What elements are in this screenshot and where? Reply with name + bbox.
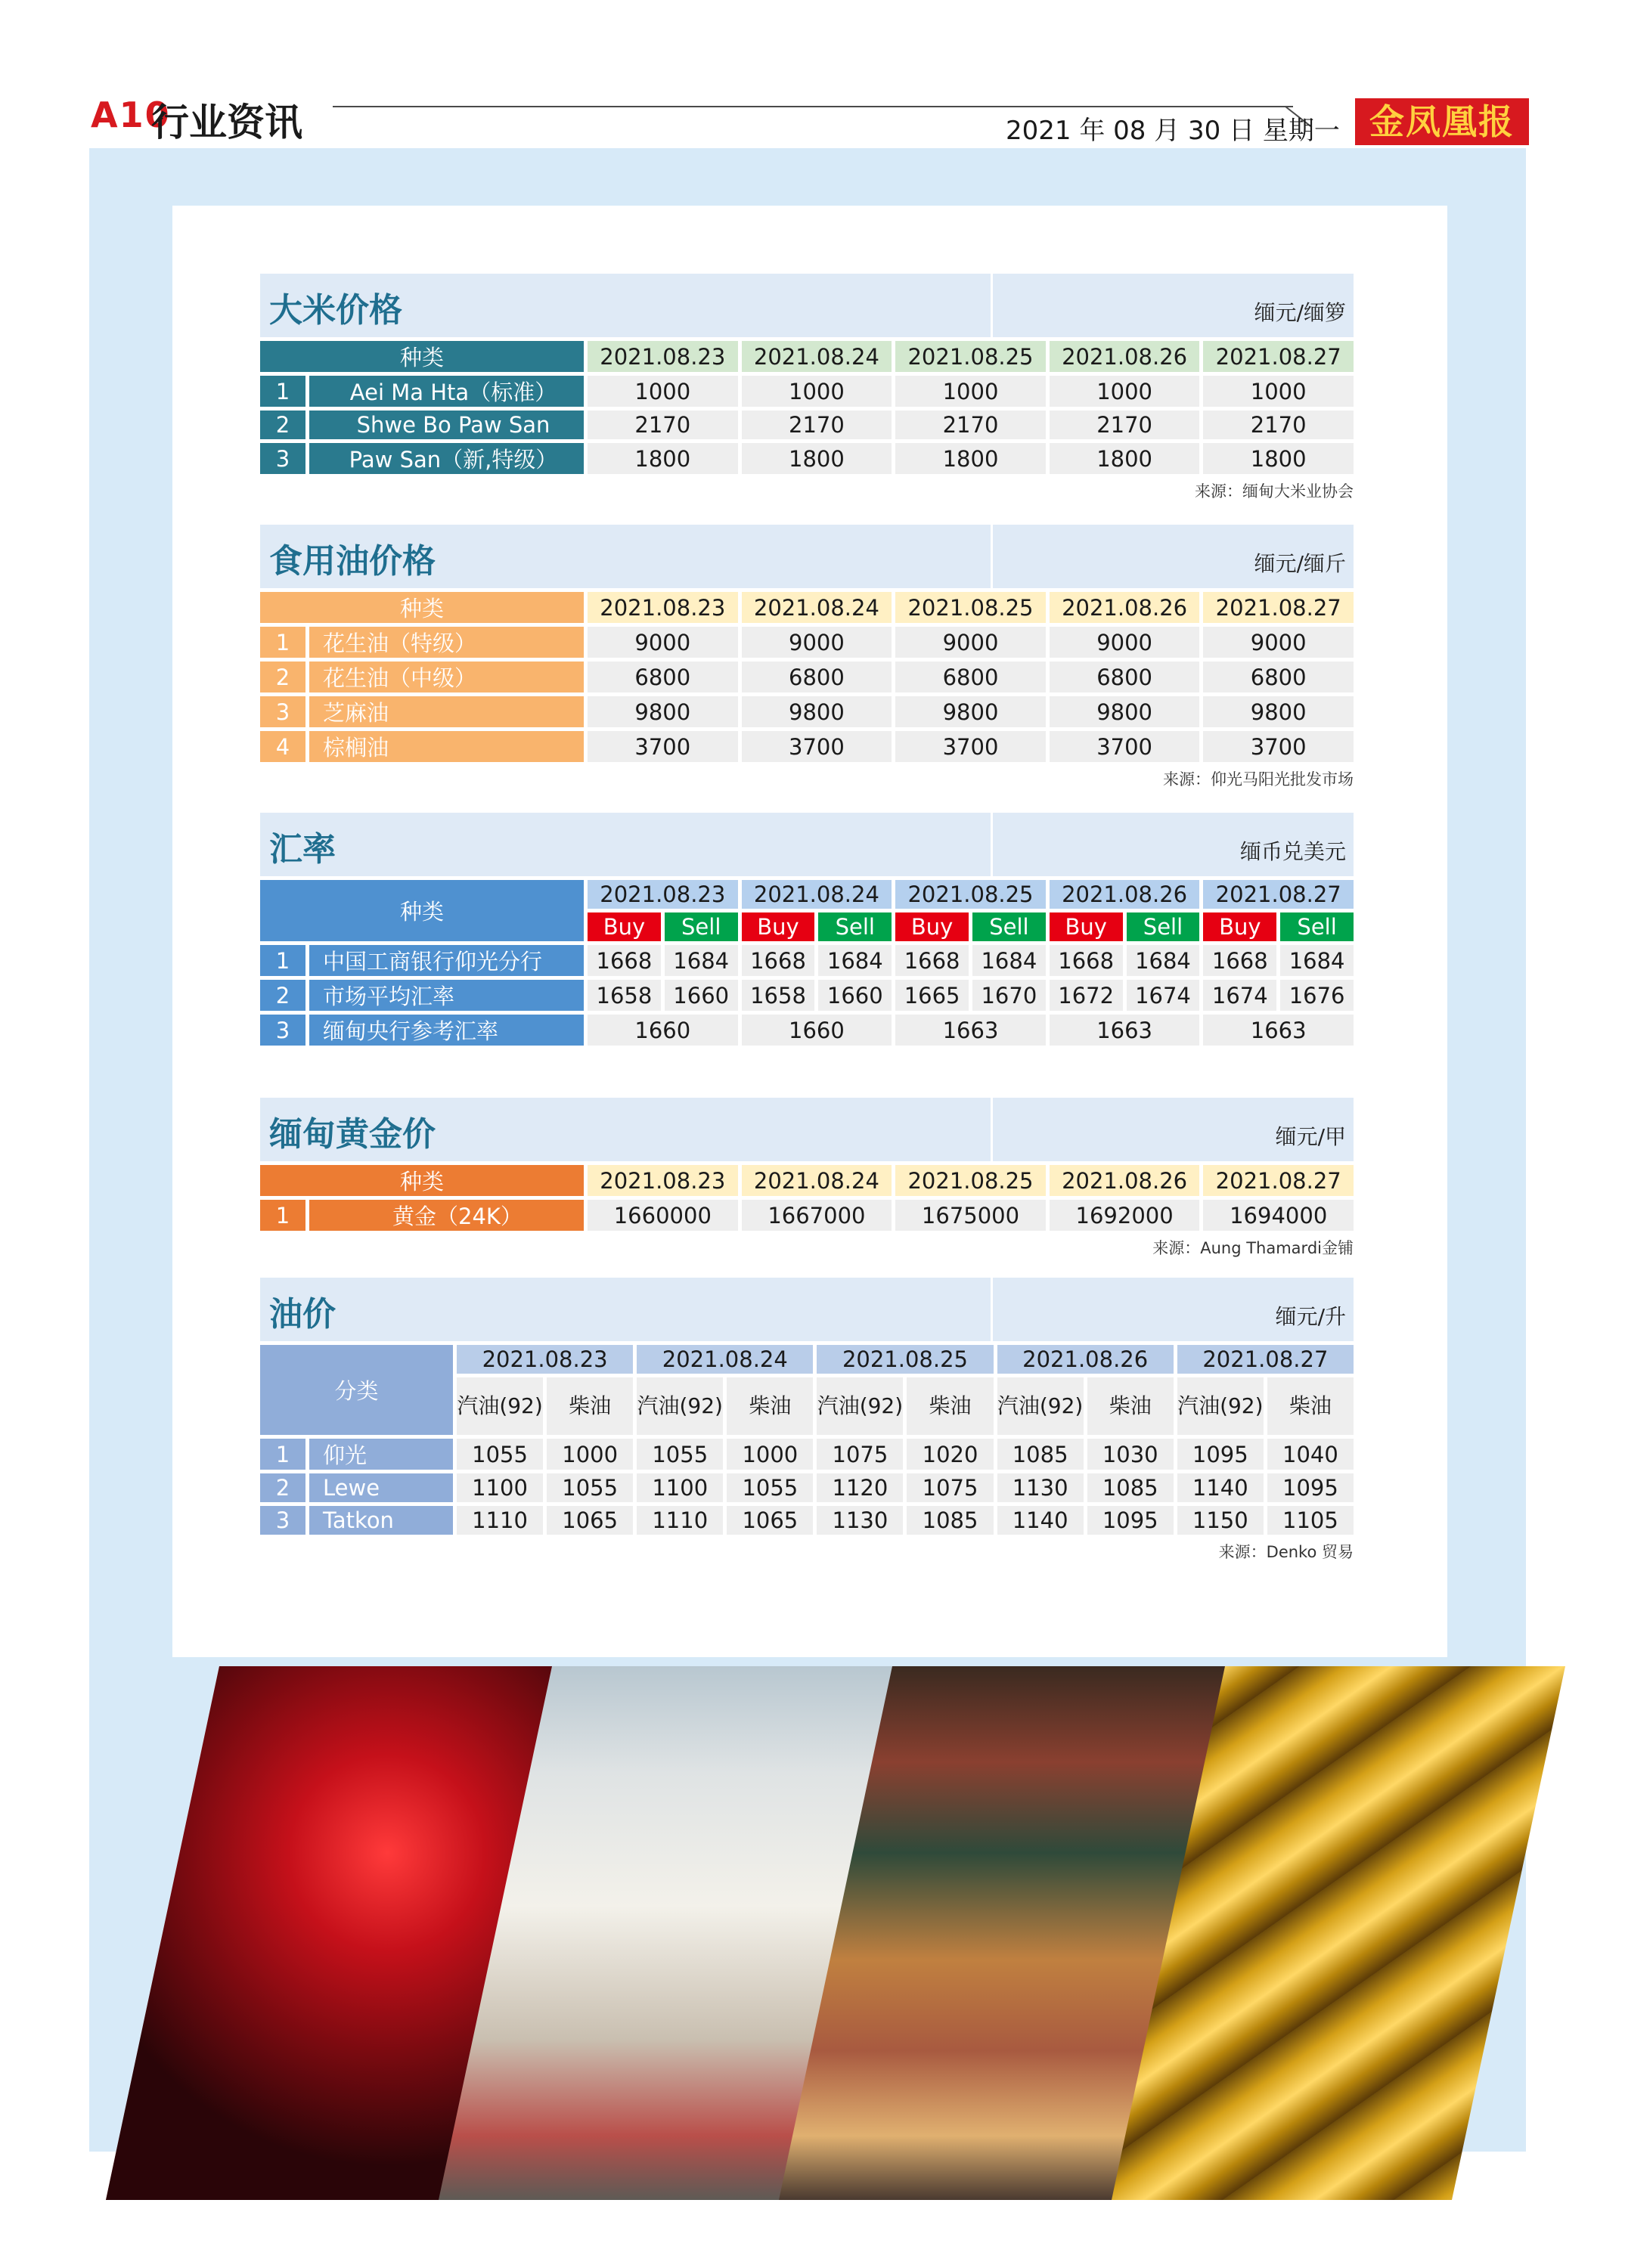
price-cell: 1055 [637,1439,723,1470]
table-row [260,1200,1354,1231]
row-number: 1 [260,627,305,658]
type-header: 种类 [260,341,584,372]
rate-cell: 1668 [895,945,969,976]
row-number: 1 [260,1200,305,1231]
table-row [260,1015,1354,1046]
gold-unit: 缅元/甲 [1275,1124,1346,1149]
rate-cell: 1684 [1127,945,1200,976]
rate-cell: 1668 [1050,945,1123,976]
buy-label: Buy [1203,912,1276,941]
gold-price-section [260,1098,1354,1257]
fx-table [256,876,1357,1049]
price-cell: 9000 [1050,627,1200,658]
rate-cell: 1660 [742,1015,892,1046]
rate-cell: 1660 [818,980,892,1011]
rate-cell: 1658 [588,980,661,1011]
rate-cell: 1674 [1127,980,1200,1011]
price-cell: 1095 [1087,1506,1174,1535]
fuel-title-bar [260,1278,1354,1341]
date-header: 2021.08.25 [895,880,1046,909]
buy-label: Buy [742,912,815,941]
date-header: 2021.08.24 [742,592,892,623]
date-header: 2021.08.26 [997,1345,1174,1374]
date-header: 2021.08.23 [588,880,738,909]
price-cell: 1100 [457,1473,543,1502]
price-cell: 1040 [1267,1439,1354,1470]
price-cell: 6800 [1203,662,1354,692]
price-cell: 6800 [1050,662,1200,692]
rate-cell: 1658 [742,980,815,1011]
price-cell: 1694000 [1203,1200,1354,1231]
oil-title-bar [260,525,1354,588]
price-cell: 2170 [895,411,1046,439]
sell-label: Sell [665,912,738,941]
price-cell: 9800 [1050,696,1200,727]
price-cell: 1000 [1050,376,1200,407]
rice-price-section [260,274,1354,500]
price-cell: 1020 [907,1439,993,1470]
price-cell: 1085 [1087,1473,1174,1502]
price-cell: 3700 [742,731,892,762]
table-row [260,731,1354,762]
price-cell: 1000 [727,1439,813,1470]
price-cell: 1692000 [1050,1200,1200,1231]
rate-cell: 1663 [895,1015,1046,1046]
gold-title: 缅甸黄金价 [269,1115,436,1154]
fx-unit: 缅币兑美元 [1239,839,1346,864]
buy-label: Buy [1050,912,1123,941]
oil-source: 来源：仰光马阳光批发市场 [1163,770,1354,789]
page-number: A10 [91,94,171,135]
row-name: 市场平均汇率 [309,980,584,1011]
gold-table [256,1161,1357,1235]
table-header-row [260,880,1354,909]
price-cell: 1075 [907,1473,993,1502]
date-header: 2021.08.26 [1050,1165,1200,1196]
rice-table [256,337,1357,478]
gasoline-label: 汽油(92) [817,1377,903,1435]
rate-cell: 1676 [1280,980,1354,1011]
price-cell: 1667000 [742,1200,892,1231]
row-number: 2 [260,411,305,439]
title-divider [991,274,993,337]
price-cell: 9000 [742,627,892,658]
rate-cell: 1668 [1203,945,1276,976]
row-number: 3 [260,443,305,474]
row-number: 3 [260,1015,305,1046]
gold-title-bar [260,1098,1354,1161]
date-header: 2021.08.24 [742,1165,892,1196]
table-row [260,376,1354,407]
buy-label: Buy [588,912,661,941]
buy-label: Buy [895,912,969,941]
row-number: 2 [260,980,305,1011]
oil-table [256,588,1357,766]
sell-label: Sell [818,912,892,941]
price-cell: 6800 [588,662,738,692]
date-header: 2021.08.26 [1050,341,1200,372]
price-cell: 1000 [547,1439,633,1470]
rice-title: 大米价格 [269,291,402,330]
table-row [260,1473,1354,1502]
price-cell: 3700 [1203,731,1354,762]
row-number: 1 [260,1439,305,1470]
price-cell: 1140 [997,1506,1084,1535]
table-header-row [260,592,1354,623]
price-cell: 1000 [742,376,892,407]
date-header: 2021.08.23 [457,1345,633,1374]
rate-cell: 1684 [818,945,892,976]
table-row [260,1506,1354,1535]
rate-cell: 1670 [972,980,1046,1011]
type-header: 种类 [260,880,584,941]
date-header: 2021.08.27 [1203,592,1354,623]
price-cell: 1065 [727,1506,813,1535]
price-cell: 1000 [895,376,1046,407]
price-cell: 2170 [742,411,892,439]
date-header: 2021.08.27 [1203,1165,1354,1196]
price-cell: 1660000 [588,1200,738,1231]
title-divider [991,1098,993,1161]
fx-title: 汇率 [269,830,336,869]
title-divider [991,525,993,588]
row-name: 花生油（中级） [309,662,584,692]
price-cell: 6800 [895,662,1046,692]
sell-label: Sell [972,912,1046,941]
price-cell: 1130 [997,1473,1084,1502]
price-cell: 1140 [1177,1473,1264,1502]
date-header: 2021.08.25 [895,341,1046,372]
price-cell: 1085 [907,1506,993,1535]
date-header: 2021.08.27 [1203,880,1354,909]
issue-date: 2021 年 08 月 30 日 星期一 [1006,116,1340,146]
price-cell: 1055 [457,1439,543,1470]
price-cell: 1800 [1050,443,1200,474]
date-header: 2021.08.26 [1050,880,1200,909]
price-cell: 1800 [1203,443,1354,474]
rate-cell: 1665 [895,980,969,1011]
diesel-label: 柴油 [547,1377,633,1435]
diesel-label: 柴油 [907,1377,993,1435]
table-row [260,411,1354,439]
row-number: 2 [260,662,305,692]
rate-cell: 1674 [1203,980,1276,1011]
date-header: 2021.08.23 [588,1165,738,1196]
date-header: 2021.08.27 [1203,341,1354,372]
gasoline-label: 汽油(92) [637,1377,723,1435]
price-cell: 1000 [588,376,738,407]
price-cell: 1030 [1087,1439,1174,1470]
date-header: 2021.08.23 [588,341,738,372]
fuel-price-section [260,1278,1354,1561]
price-cell: 1800 [588,443,738,474]
row-name: Shwe Bo Paw San [309,411,584,439]
rate-cell: 1663 [1050,1015,1200,1046]
table-row [260,945,1354,976]
row-name: 黄金（24K） [309,1200,584,1231]
rate-cell: 1684 [972,945,1046,976]
fuel-table [256,1341,1357,1538]
rate-cell: 1668 [742,945,815,976]
gasoline-label: 汽油(92) [457,1377,543,1435]
price-cell: 3700 [588,731,738,762]
fuel-title: 油价 [269,1295,336,1334]
header-rule [333,106,1293,107]
fx-title-bar [260,813,1354,876]
row-number: 1 [260,945,305,976]
row-number: 3 [260,696,305,727]
table-header-row [260,1165,1354,1196]
title-divider [991,813,993,876]
price-cell: 1065 [547,1506,633,1535]
table-row [260,627,1354,658]
price-cell: 9000 [1203,627,1354,658]
oil-unit: 缅元/缅斤 [1254,551,1346,576]
row-name: Lewe [309,1473,453,1502]
price-cell: 9800 [1203,696,1354,727]
row-name: 花生油（特级） [309,627,584,658]
price-cell: 1095 [1177,1439,1264,1470]
table-row [260,1439,1354,1470]
table-row [260,443,1354,474]
price-cell: 2170 [1203,411,1354,439]
date-header: 2021.08.24 [637,1345,813,1374]
rice-title-bar [260,274,1354,337]
price-cell: 1075 [817,1439,903,1470]
price-cell: 1055 [547,1473,633,1502]
row-number: 3 [260,1506,305,1535]
price-cell: 2170 [588,411,738,439]
table-row [260,980,1354,1011]
rate-cell: 1684 [1280,945,1354,976]
price-cell: 3700 [1050,731,1200,762]
price-cell: 1120 [817,1473,903,1502]
price-cell: 1110 [637,1506,723,1535]
rice-unit: 缅元/缅箩 [1254,300,1346,325]
price-cell: 9800 [742,696,892,727]
exchange-rate-section [260,813,1354,1049]
price-cell: 1000 [1203,376,1354,407]
table-row [260,662,1354,692]
date-header: 2021.08.24 [742,341,892,372]
price-cell: 3700 [895,731,1046,762]
price-cell: 1150 [1177,1506,1264,1535]
row-name: 中国工商银行仰光分行 [309,945,584,976]
rate-cell: 1668 [588,945,661,976]
price-cell: 1800 [742,443,892,474]
row-name: 仰光 [309,1439,453,1470]
date-header: 2021.08.25 [895,1165,1046,1196]
rate-cell: 1660 [588,1015,738,1046]
newspaper-logo: 金凤凰报 [1355,98,1529,145]
fuel-source: 来源：Denko 贸易 [1218,1543,1354,1561]
row-name: 棕榈油 [309,731,584,762]
price-cell: 1800 [895,443,1046,474]
price-cell: 1110 [457,1506,543,1535]
gasoline-label: 汽油(92) [997,1377,1084,1435]
type-header: 种类 [260,1165,584,1196]
price-cell: 9800 [588,696,738,727]
gold-source: 来源：Aung Thamardi金铺 [1152,1239,1354,1257]
rice-source: 来源：缅甸大米业协会 [1195,482,1354,500]
rate-cell: 1672 [1050,980,1123,1011]
oil-title: 食用油价格 [269,542,436,581]
row-number: 1 [260,376,305,407]
row-name: 芝麻油 [309,696,584,727]
price-cell: 2170 [1050,411,1200,439]
table-header-row [260,1345,1354,1374]
price-cell: 1130 [817,1506,903,1535]
rate-cell: 1684 [665,945,738,976]
edible-oil-section [260,525,1354,789]
price-cell: 1095 [1267,1473,1354,1502]
rate-cell: 1663 [1203,1015,1354,1046]
gasoline-label: 汽油(92) [1177,1377,1264,1435]
price-cell: 6800 [742,662,892,692]
price-cell: 1085 [997,1439,1084,1470]
rate-cell: 1660 [665,980,738,1011]
date-header: 2021.08.25 [895,592,1046,623]
table-row [260,696,1354,727]
price-cell: 9000 [588,627,738,658]
row-name: Paw San（新,特级） [309,443,584,474]
date-header: 2021.08.26 [1050,592,1200,623]
row-number: 4 [260,731,305,762]
date-header: 2021.08.24 [742,880,892,909]
diesel-label: 柴油 [1087,1377,1174,1435]
diesel-label: 柴油 [727,1377,813,1435]
sell-label: Sell [1127,912,1200,941]
sell-label: Sell [1280,912,1354,941]
price-cell: 1675000 [895,1200,1046,1231]
title-divider [991,1278,993,1341]
row-name: 缅甸央行参考汇率 [309,1015,584,1046]
price-cell: 9800 [895,696,1046,727]
price-cell: 9000 [895,627,1046,658]
type-header: 种类 [260,592,584,623]
diesel-label: 柴油 [1267,1377,1354,1435]
row-name: Aei Ma Hta（标准） [309,376,584,407]
table-header-row [260,341,1354,372]
fuel-unit: 缅元/升 [1275,1304,1346,1329]
price-cell: 1055 [727,1473,813,1502]
category-header: 分类 [260,1345,453,1435]
date-header: 2021.08.23 [588,592,738,623]
date-header: 2021.08.27 [1177,1345,1354,1374]
date-header: 2021.08.25 [817,1345,993,1374]
row-number: 2 [260,1473,305,1502]
price-cell: 1100 [637,1473,723,1502]
price-cell: 1105 [1267,1506,1354,1535]
row-name: Tatkon [309,1506,453,1535]
section-title: 行业资讯 [151,101,302,144]
